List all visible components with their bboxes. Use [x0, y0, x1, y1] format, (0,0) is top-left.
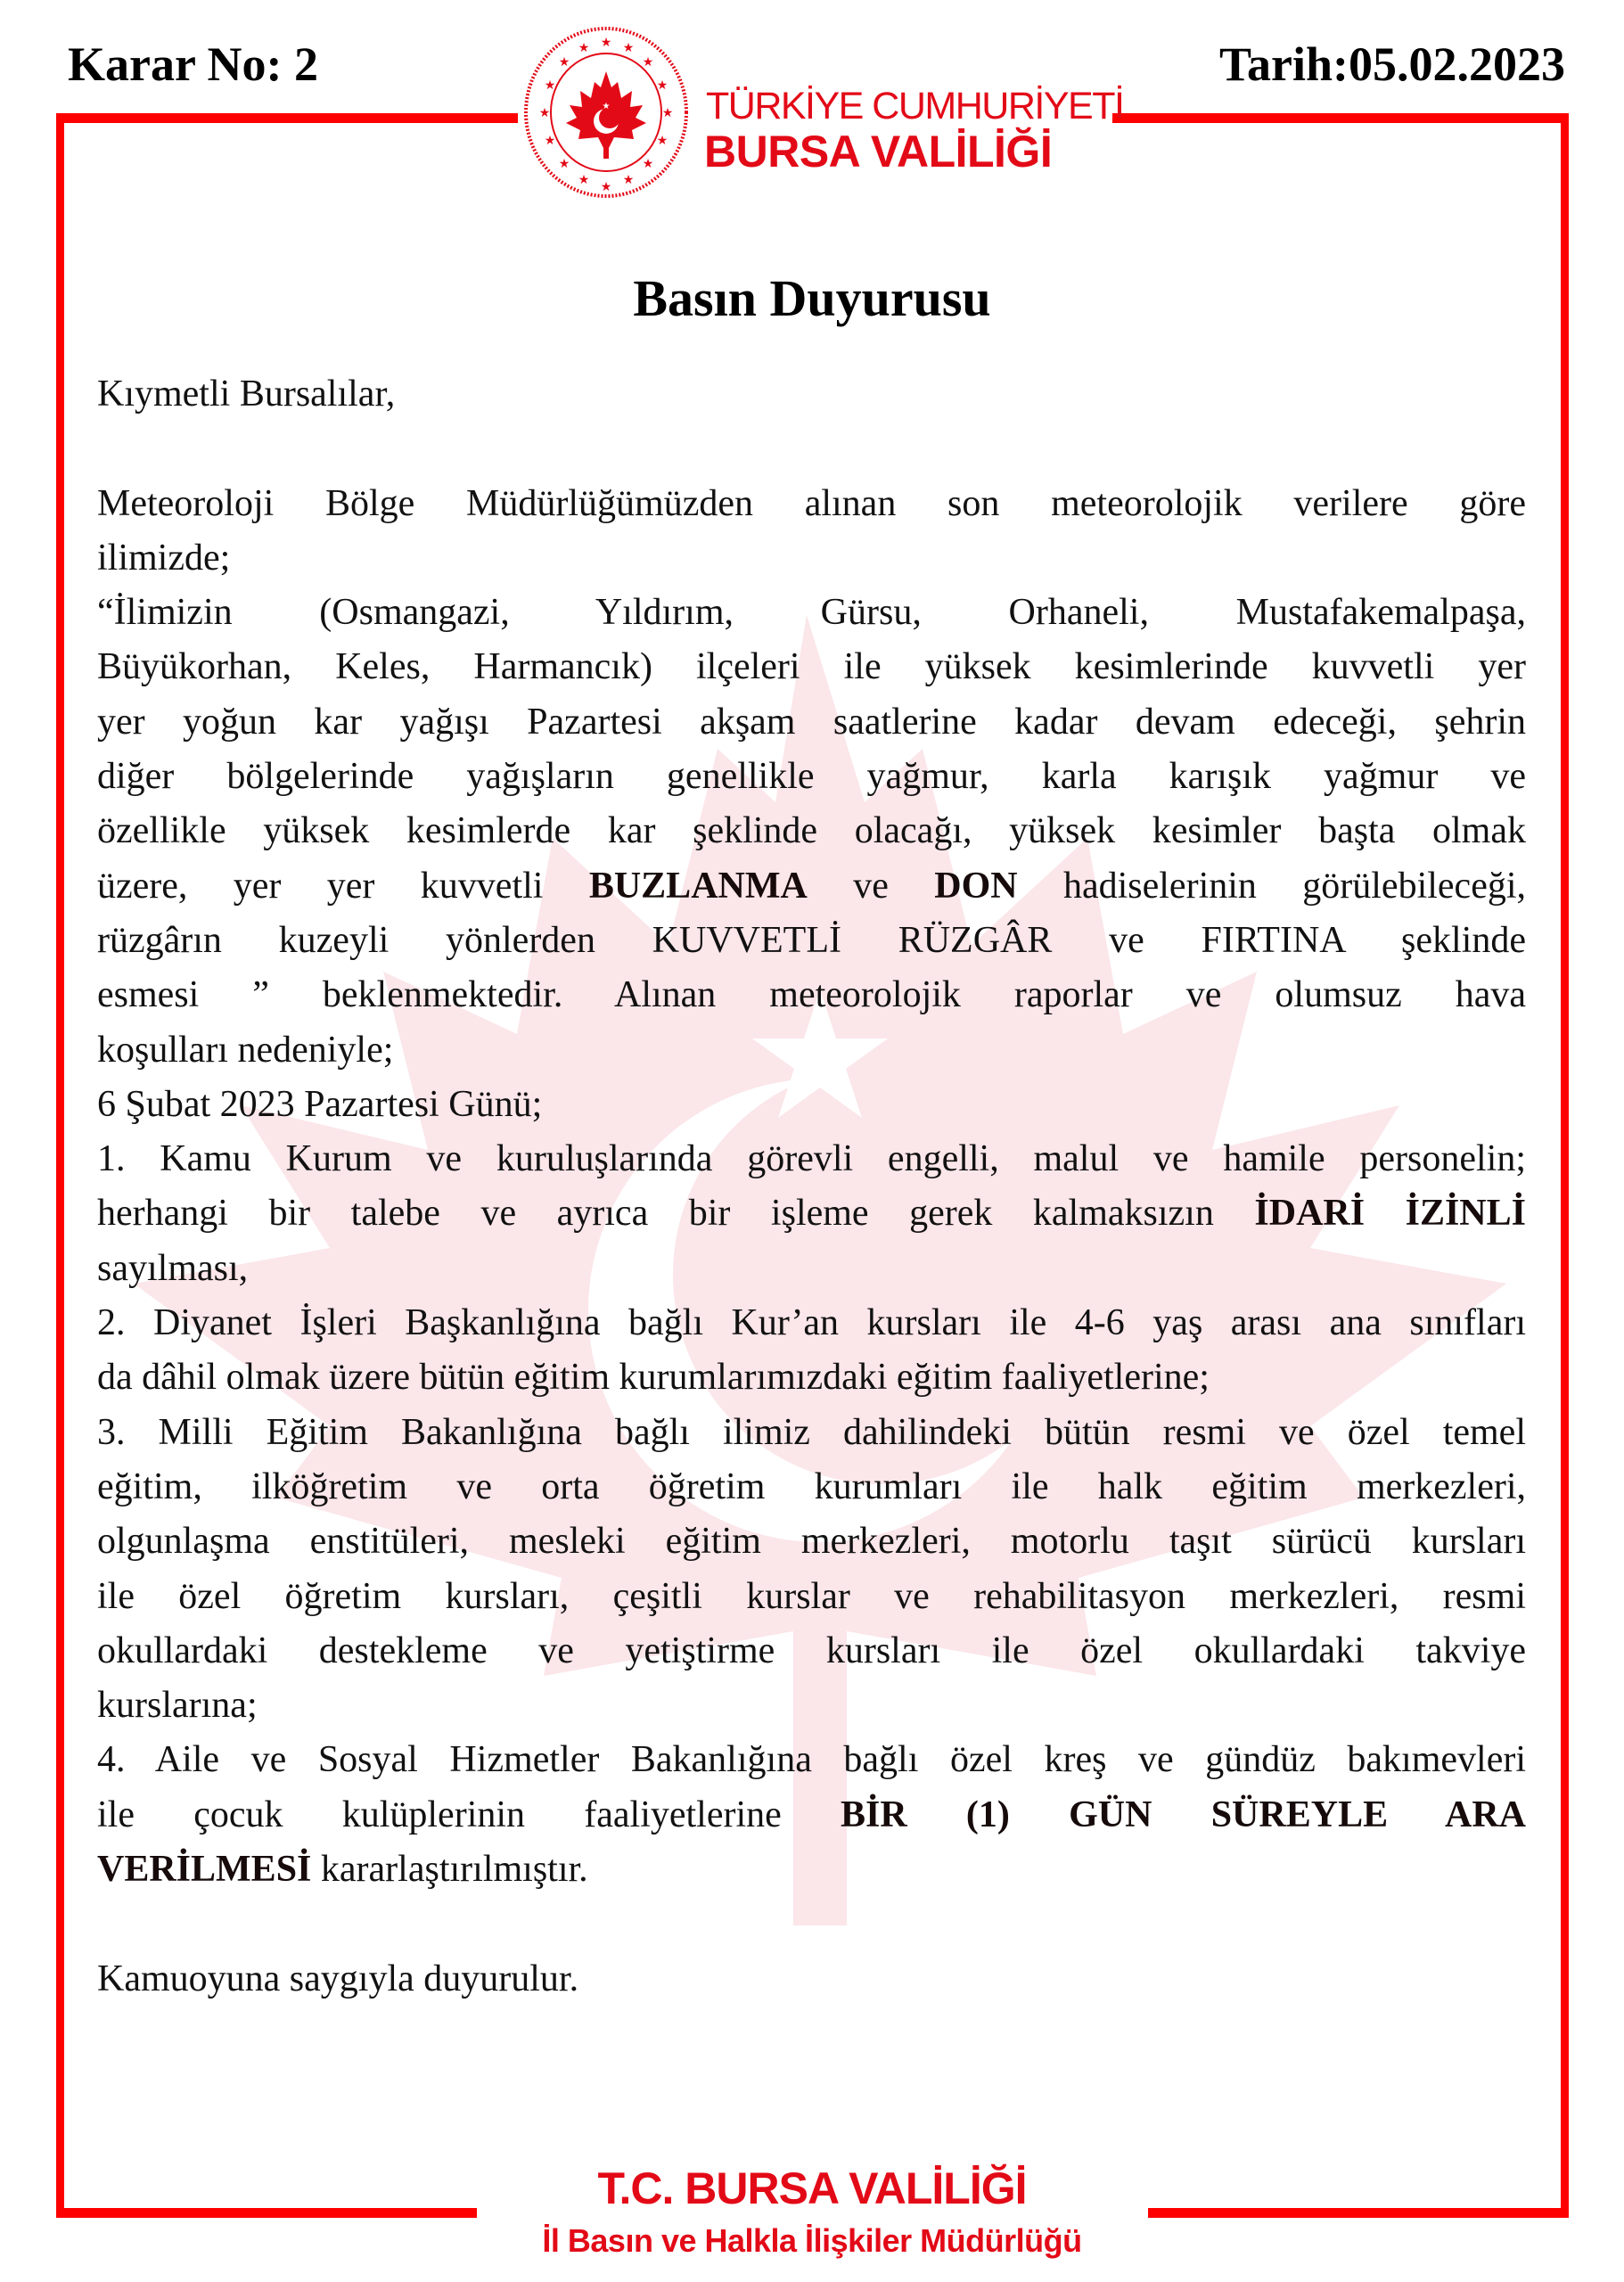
emphasis-text: DON	[934, 865, 1018, 907]
text-segment: koşulları nedeniyle;	[97, 1029, 394, 1071]
text-line	[97, 1242, 1526, 1296]
svg-text:★: ★	[558, 157, 570, 171]
text-segment: sayılması,	[97, 1247, 249, 1289]
text-line	[97, 695, 1526, 750]
text-line	[97, 804, 1526, 858]
paragraph-gap	[97, 422, 1526, 476]
logo-title-line2: BURSA VALİLİĞİ	[704, 127, 1053, 176]
footer-title: T.C. BURSA VALİLİĞİ	[597, 2163, 1027, 2213]
text-line	[97, 859, 1526, 914]
text-line	[97, 1406, 1526, 1460]
svg-text:★: ★	[622, 173, 635, 187]
announcement-body	[97, 367, 1526, 2007]
text-line	[97, 1296, 1526, 1350]
text-segment: 6 Şubat 2023 Pazartesi Günü;	[97, 1083, 543, 1125]
emphasis-text: BUZLANMA	[588, 865, 808, 907]
text-segment: 1. Kamu Kurum ve kuruluşlarında görevli engelli, malul ve hamile personelin;	[97, 1138, 1526, 1180]
text-segment: ilimizde;	[97, 537, 231, 579]
text-segment: yer yoğun kar yağışı Pazartesi akşam saatlerine kadar devam edeceği, şehrin	[97, 701, 1526, 743]
svg-text:★: ★	[656, 78, 668, 93]
text-line	[97, 1843, 1526, 1897]
text-line	[97, 1788, 1526, 1843]
svg-text:★: ★	[600, 36, 612, 50]
svg-text:★: ★	[602, 102, 611, 111]
text-segment: hadiselerinin görülebileceği,	[1017, 865, 1527, 907]
svg-text:★: ★	[544, 78, 556, 93]
text-line	[97, 1514, 1526, 1569]
text-segment: esmesi ” beklenmektedir. Alınan meteorolojik raporlar ve olumsuz hava	[97, 974, 1526, 1016]
text-line	[97, 1078, 1526, 1132]
text-segment: kurslarına;	[97, 1685, 258, 1727]
text-line	[97, 531, 1526, 586]
text-segment: diğer bölgelerinde yağışların genellikle yağmur, karla karışık yağmur ve	[97, 756, 1526, 798]
text-line	[97, 1733, 1526, 1787]
text-line	[97, 1186, 1526, 1241]
announcement-text	[97, 477, 1526, 1898]
closing-line: Kamuoyuna saygıyla duyurulur.	[97, 1958, 579, 1999]
salutation: Kıymetli Bursalılar,	[97, 373, 396, 415]
text-line	[97, 1679, 1526, 1733]
text-segment: “İlimizin (Osmangazi, Yıldırım, Gürsu, Orhaneli, Mustafakemalpaşa,	[97, 592, 1526, 634]
svg-text:★: ★	[622, 41, 635, 55]
text-segment: Büyükorhan, Keles, Harmancık) ilçeleri ile yüksek kesimlerinde kuvvetli yer	[97, 646, 1526, 688]
text-segment: ve	[807, 865, 935, 907]
text-line	[97, 750, 1526, 804]
document-date: Tarih:05.02.2023	[1218, 37, 1565, 91]
text-segment: olgunlaşma enstitüleri, mesleki eğitim merkezleri, motorlu taşıt sürücü kursları	[97, 1521, 1526, 1563]
text-segment: herhangi bir talebe ve ayrıca bir işleme gerek kalmaksızın	[97, 1193, 1255, 1235]
svg-text:★: ★	[538, 106, 551, 120]
text-line	[97, 477, 1526, 531]
governorship-logo	[521, 25, 1124, 200]
text-segment: ile özel öğretim kursları, çeşitli kurslar ve rehabilitasyon merkezleri, resmi	[97, 1575, 1526, 1617]
text-segment: 4. Aile ve Sosyal Hizmetler Bakanlığına bağlı özel kreş ve gündüz bakımevleri	[97, 1739, 1526, 1781]
text-line	[97, 914, 1526, 968]
emphasis-text: VERİLMESİ	[97, 1849, 312, 1891]
text-line	[97, 1570, 1526, 1624]
text-segment: Meteoroloji Bölge Müdürlüğümüzden alınan son meteorolojik verilere göre	[97, 482, 1526, 524]
text-line	[97, 1132, 1526, 1186]
text-segment: özellikle yüksek kesimlerde kar şeklinde olacağı, yüksek kesimler başta olmak	[97, 810, 1526, 852]
text-line	[97, 1350, 1526, 1405]
text-line	[97, 1023, 1526, 1078]
svg-text:★: ★	[656, 134, 668, 148]
frame-right	[1561, 113, 1569, 2217]
svg-text:★: ★	[558, 55, 570, 70]
paragraph-gap	[97, 1897, 1526, 1951]
emphasis-text: İDARİ İZİNLİ	[1254, 1193, 1526, 1235]
text-line	[97, 1624, 1526, 1679]
text-line	[97, 968, 1526, 1022]
text-line	[97, 1460, 1526, 1514]
svg-text:★: ★	[544, 134, 556, 148]
svg-text:★: ★	[600, 180, 612, 194]
logo-title-line1: TÜRKİYE CUMHURİYETİ	[706, 85, 1124, 127]
svg-text:★: ★	[661, 106, 674, 120]
text-segment: eğitim, ilköğretim ve orta öğretim kurumları ile halk eğitim merkezleri,	[97, 1465, 1526, 1507]
footer-subtitle: İl Basın ve Halkla İlişkiler Müdürlüğü	[542, 2222, 1082, 2259]
text-segment: okullardaki destekleme ve yetiştirme kursları ile özel okullardaki takviye	[97, 1629, 1526, 1671]
svg-text:★: ★	[642, 157, 654, 171]
text-segment: üzere, yer yer kuvvetli	[97, 865, 589, 907]
emphasis-text: BİR (1) GÜN SÜREYLE ARA	[841, 1794, 1526, 1835]
text-segment: 2. Diyanet İşleri Başkanlığına bağlı Kur’an kursları ile 4-6 yaş arası ana sınıfları	[97, 1302, 1526, 1344]
svg-text:★: ★	[578, 173, 590, 187]
text-segment: da dâhil olmak üzere bütün eğitim kurumlarımızdaki eğitim faaliyetlerine;	[97, 1357, 1210, 1399]
text-segment: rüzgârın kuzeyli yönlerden KUVVETLİ RÜZGÂR ve FIRTINA şeklinde	[97, 919, 1526, 961]
svg-text:★: ★	[642, 55, 654, 70]
svg-text:★: ★	[578, 41, 590, 55]
decision-number: Karar No: 2	[68, 37, 318, 91]
text-segment: 3. Milli Eğitim Bakanlığına bağlı ilimiz dahilindeki bütün resmi ve özel temel	[97, 1411, 1526, 1453]
turkish-government-seal-icon	[521, 25, 691, 200]
text-segment: ile çocuk kulüplerinin faaliyetlerine	[97, 1794, 841, 1835]
frame-top-right	[1112, 113, 1569, 123]
frame-top-left	[56, 113, 518, 123]
text-segment: kararlaştırılmıştır.	[311, 1849, 588, 1891]
text-line	[97, 586, 1526, 640]
frame-left	[56, 113, 64, 2217]
text-line	[97, 640, 1526, 694]
page-title: Basın Duyurusu	[633, 269, 991, 327]
